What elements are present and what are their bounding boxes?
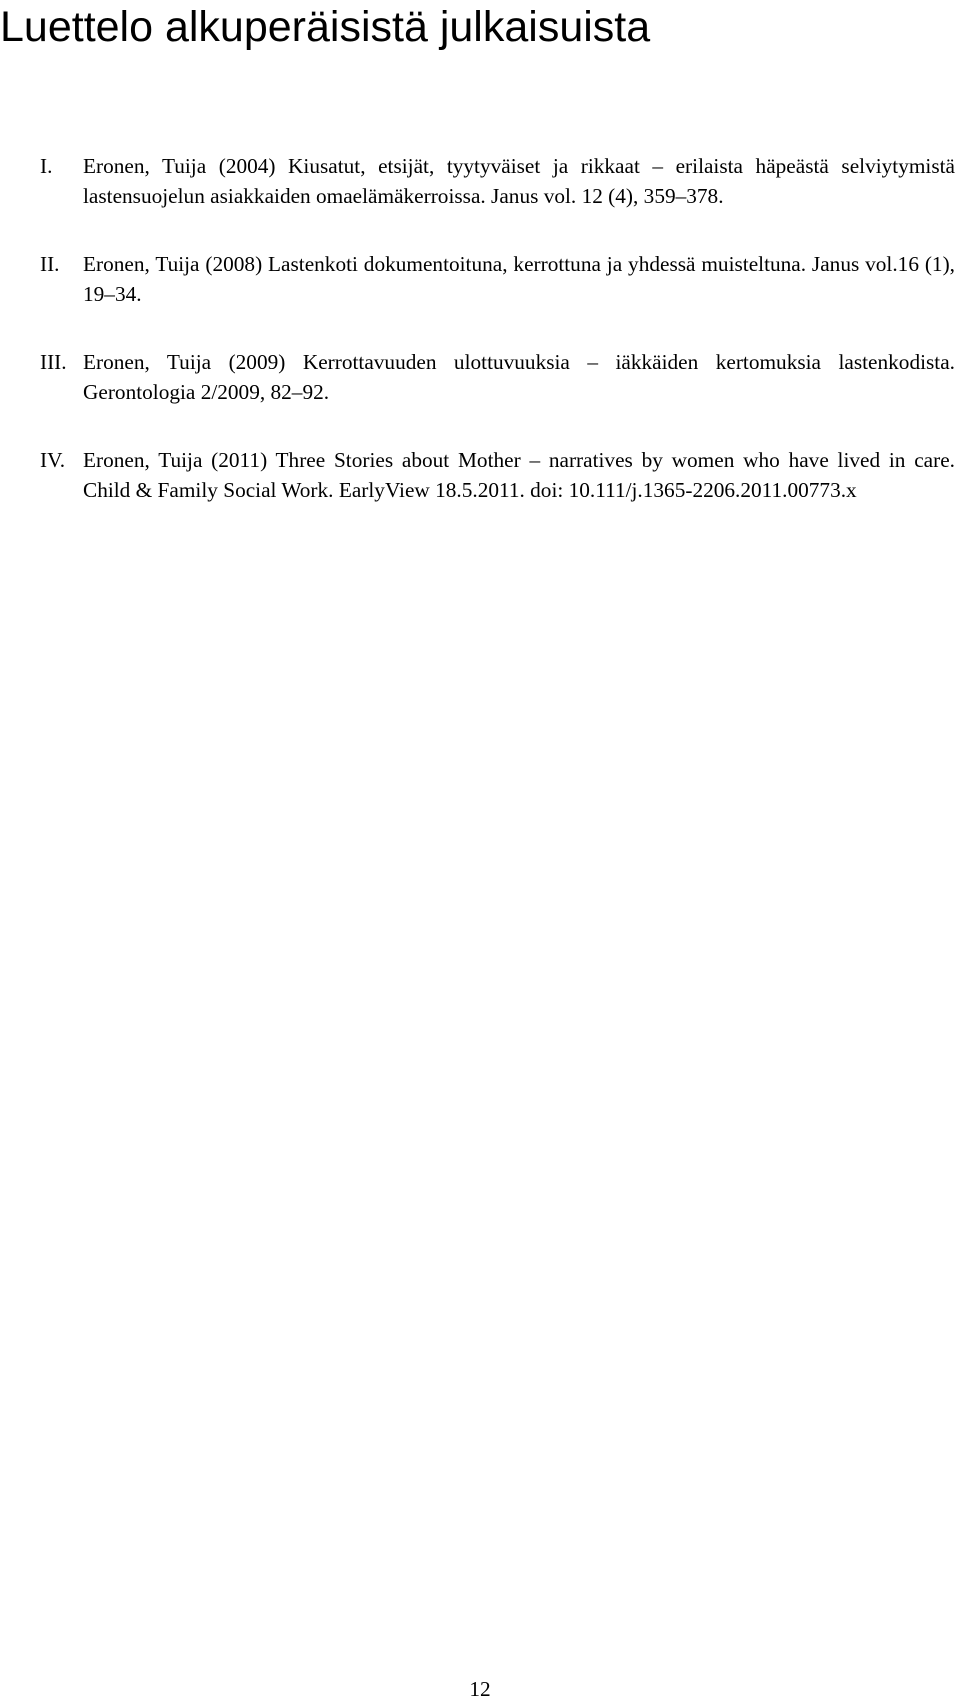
publication-citation: Eronen, Tuija (2009) Kerrottavuuden ulottuvuuksia – iäkkäiden kertomuksia lastenkodista. Gerontologia 2/2009, 82–92. (83, 350, 955, 404)
publication-citation: Eronen, Tuija (2011) Three Stories about Mother – narratives by women who have lived in care. Child & Family Social Work. EarlyView 18.5.2011. doi: 10.111/j.1365-2206.2011.00773.x (83, 448, 955, 502)
publication-citation: Eronen, Tuija (2004) Kiusatut, etsijät, tyytyväiset ja rikkaat – erilaista häpeästä selviytymistä lastensuojelun asiakkaiden omaelämäkerroissa. Janus vol. 12 (4), 359–378. (83, 154, 955, 208)
publication-list (40, 152, 955, 544)
publication-number: II. (40, 252, 60, 276)
publication-item-4 (40, 446, 955, 505)
publication-item-3 (40, 348, 955, 407)
publication-number: IV. (40, 448, 66, 472)
publication-number: III. (40, 350, 67, 374)
publication-citation: Eronen, Tuija (2008) Lastenkoti dokumentoituna, kerrottuna ja yhdessä muisteltuna. Janus vol.16 (1), 19–34. (83, 252, 955, 306)
publication-item-2 (40, 250, 955, 309)
publication-item-1 (40, 152, 955, 211)
page-title: Luettelo alkuperäisistä julkaisuista (0, 3, 651, 51)
publication-number: I. (40, 154, 53, 178)
page-number: 12 (469, 1677, 491, 1701)
